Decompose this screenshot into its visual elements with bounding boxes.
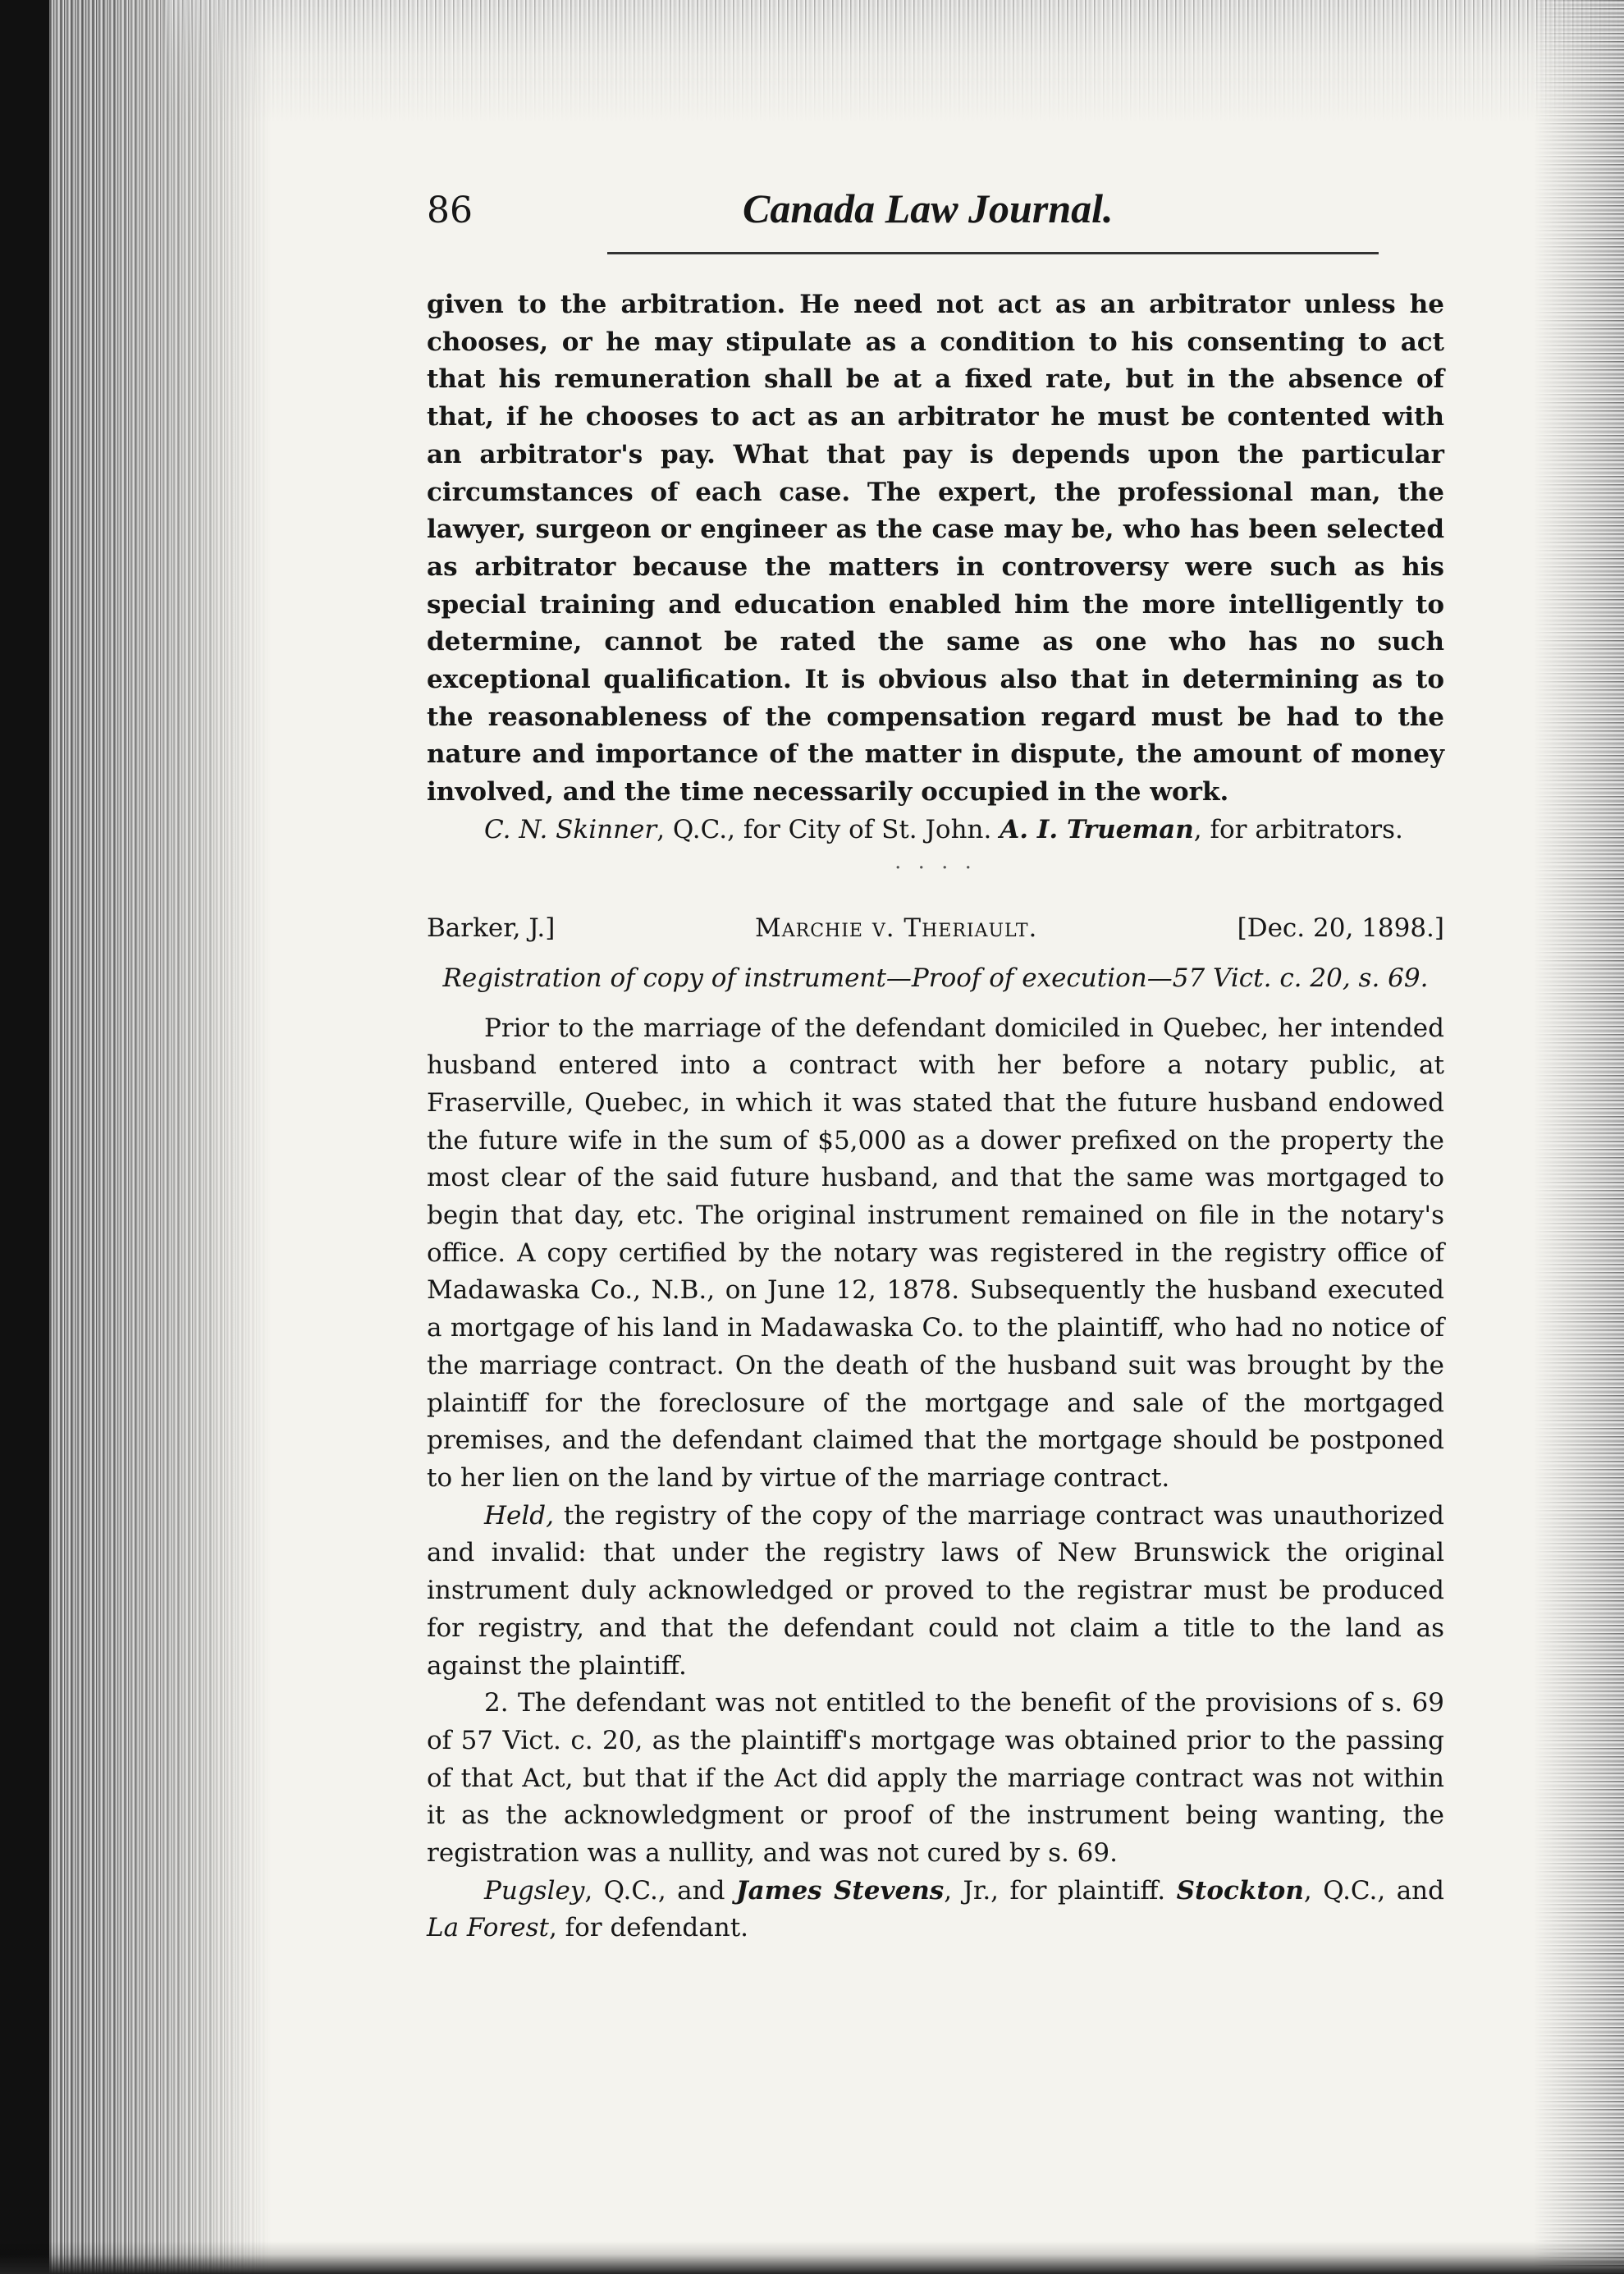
header-rule: [607, 252, 1379, 254]
continuation-paragraph: given to the arbitration. He need not act as an arbitrator unless he chooses, or he may stipulate as a condition to his consenting to act that his remuneration shall be at a fixed rate, but in the absence of that, if he chooses to act as an arbitrator he must be contented with an arbitrator's pay. What that pay is depends upon the particular circumstances of each case. The expert, the professional man, the lawyer, surgeon or engineer as the case may be, who has been selected as arbitrator because the matters in controversy were such as his special training and education enabled him the more intelligently to determine, cannot be rated the same as one who has no such exceptional qualification. It is obvious also that in determining as to the reasonableness of the compensation regard must be had to the nature and importance of the matter in dispute, the amount of money involved, and the time necessarily occupied in the work.: [427, 290, 1444, 808]
counsel-name: A. I. Trueman: [1000, 814, 1194, 844]
article-body: [427, 286, 1444, 1947]
counsel-text: , Jr., for plaintiff.: [944, 1875, 1177, 1906]
counsel-text: , for arbitrators.: [1193, 814, 1403, 844]
counsel-text: , Q.C., and: [1303, 1875, 1444, 1906]
held-text: the registry of the copy of the marriage contract was unauthorized and invalid: that under the registry laws of New Brunswick the original instrument duly acknowledged or proved to the registrar must be produced for registry, and that the defendant could not claim a title to the land as against the plaintiff.: [427, 1500, 1444, 1681]
case-judge: Barker, J.]: [427, 913, 556, 943]
scan-edge-bottom: [0, 2241, 1624, 2274]
binding-edge: [0, 0, 49, 2274]
held-label: Held,: [484, 1500, 554, 1530]
counsel-name: Pugsley: [484, 1875, 585, 1906]
page-number: 86: [427, 190, 473, 231]
case-headnote: Registration of copy of instrument—Proof of execution—57 Vict. c. 20, s. 69.: [442, 963, 1429, 993]
case-point-2: 2. The defendant was not entitled to the benefit of the provisions of s. 69 of 57 Vict. c. 20, as the plaintiff's mortgage was obtained prior to the passing of that Act, but that if the Act did apply the marriage contract was not within it as the acknowledgment or proof of the instrument being wanting, the registration was a nullity, and was not cured by s. 69.: [427, 1688, 1444, 1869]
counsel-text: , for defendant.: [548, 1913, 749, 1943]
scan-noise-right: [1534, 0, 1624, 2274]
counsel-text: , Q.C., for City of St. John.: [656, 814, 1000, 844]
case-held: [427, 1498, 1444, 1686]
running-header: [427, 185, 1444, 250]
case-counsel: [427, 1873, 1444, 1947]
scan-noise-top: [164, 0, 1624, 123]
section-separator: · · · ·: [894, 855, 977, 881]
case-facts: Prior to the marriage of the defendant domiciled in Quebec, her intended husband entered into a contract with her before a notary public, at Fraserville, Quebec, in which it was stated that the future husband endowed the future wife in the sum of $5,000 as a dower prefixed on the property the most clear of the said future husband, and that the same was mortgaged to begin that day, etc. The original instrument remained on file in the notary's office. A copy certified by the notary was registered in the registry office of Madawaska Co., N.B., on June 12, 1878. Subsequently the husband executed a mortgage of his land in Madawaska Co. to the plaintiff, who had no notice of the marriage contract. On the death of the husband suit was brought by the plaintiff for the foreclosure of the mortgage and sale of the mortgaged premises, and the defendant claimed that the mortgage should be postponed to her lien on the land by virtue of the marriage contract.: [427, 1013, 1444, 1493]
counsel-name: La Forest: [427, 1913, 549, 1943]
counsel-name: Stockton: [1176, 1875, 1304, 1906]
counsel-name: James Stevens: [735, 1875, 945, 1906]
case-heading: [427, 913, 1444, 959]
case-name: Marchie v. Theriault.: [755, 913, 1038, 943]
case-date: [Dec. 20, 1898.]: [1237, 913, 1444, 943]
counsel-name: C. N. Skinner: [484, 814, 657, 844]
continuation-counsel: [427, 812, 1444, 849]
counsel-text: , Q.C., and: [584, 1875, 736, 1906]
journal-title: Canada Law Journal.: [743, 185, 1114, 231]
